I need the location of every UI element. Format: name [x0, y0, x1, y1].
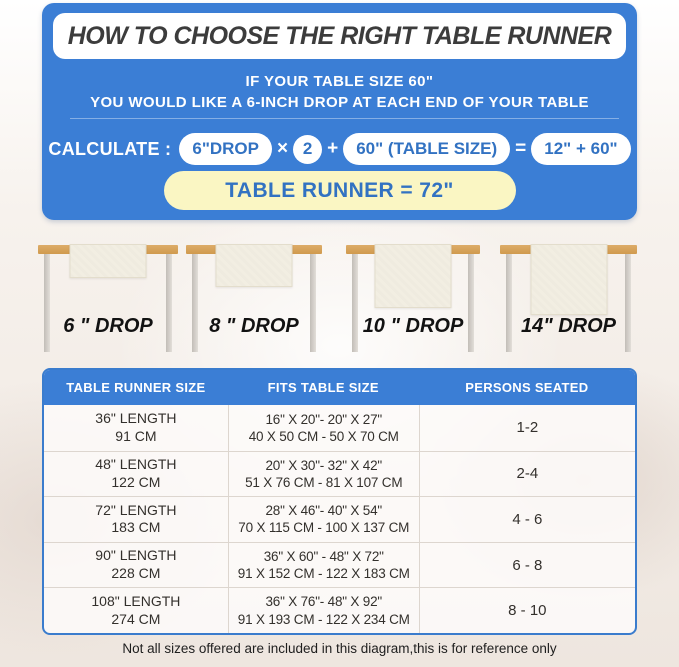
multiply-operator: ×: [277, 138, 289, 159]
fits-table-size-cell: 28" X 46"- 40" X 54" 70 X 115 CM - 100 X 137 CM: [228, 497, 419, 542]
runner-size-cell: 48" LENGTH 122 CM: [95, 455, 177, 490]
table-figure-14-drop: [500, 220, 637, 368]
runner-cloth: [530, 244, 607, 315]
table-figure-8-drop: [186, 220, 322, 368]
plus-operator: +: [327, 138, 339, 159]
column-header-fits-table-size: FITS TABLE SIZE: [267, 380, 379, 395]
runner-cloth: [70, 244, 147, 278]
drop-label: 6 " DROP: [63, 315, 153, 337]
table-row: [44, 405, 635, 451]
header-divider: [70, 118, 619, 119]
runner-cloth: [375, 244, 452, 308]
table-row: [44, 542, 635, 588]
column-header-runner-size: TABLE RUNNER SIZE: [66, 380, 206, 395]
subtitle-line1: IF YOUR TABLE SIZE 60": [245, 73, 434, 90]
table-figure-6-drop: [38, 220, 178, 368]
header-panel: [42, 3, 637, 220]
formula-result-sum: 12" + 60": [531, 133, 630, 165]
runner-size-cell: 108" LENGTH 274 CM: [91, 592, 181, 627]
page-title: HOW TO CHOOSE THE RIGHT TABLE RUNNER: [67, 21, 612, 50]
subtitle-line2: YOU WOULD LIKE A 6-INCH DROP AT EACH END OF YOUR TABLE: [90, 94, 589, 111]
calculation-formula: [42, 131, 637, 167]
table-row: [44, 451, 635, 497]
table-row: [44, 587, 635, 633]
formula-multiplier-badge: 2: [293, 135, 322, 164]
size-reference-table: [42, 368, 637, 635]
calculate-label: CALCULATE :: [48, 138, 172, 159]
equals-operator: =: [515, 138, 527, 159]
fits-table-size-cell: 20" X 30"- 32" X 42" 51 X 76 CM - 81 X 107 CM: [228, 452, 419, 497]
table-row: [44, 496, 635, 542]
formula-term-table-size: 60" (TABLE SIZE): [343, 133, 510, 165]
persons-seated-cell: 6 - 8: [419, 543, 635, 588]
table-figure-10-drop: [346, 220, 480, 368]
title-box: [53, 13, 626, 59]
size-table-header: [44, 370, 635, 405]
runner-size-cell: 36" LENGTH 91 CM: [95, 409, 177, 444]
fits-table-size-cell: 36" X 76"- 48" X 92" 91 X 193 CM - 122 X 234 CM: [228, 588, 419, 633]
runner-size-cell: 72" LENGTH 183 CM: [95, 501, 177, 536]
drop-label: 8 " DROP: [209, 315, 299, 337]
size-table-body: [44, 405, 635, 633]
runner-size-cell: 90" LENGTH 228 CM: [95, 547, 177, 582]
persons-seated-cell: 8 - 10: [419, 588, 635, 633]
drop-label: 14" DROP: [520, 315, 617, 337]
fits-table-size-cell: 16" X 20"- 20" X 27" 40 X 50 CM - 50 X 70 CM: [228, 405, 419, 451]
fits-table-size-cell: 36" X 60" - 48" X 72" 91 X 152 CM - 122 X 183 CM: [228, 543, 419, 588]
persons-seated-cell: 4 - 6: [419, 497, 635, 542]
persons-seated-cell: 1-2: [419, 405, 635, 451]
drop-illustrations: [0, 220, 679, 368]
formula-term-drop: 6"DROP: [179, 133, 272, 165]
drop-label: 10 " DROP: [362, 315, 464, 337]
column-header-persons-seated: PERSONS SEATED: [465, 380, 589, 395]
table-runner-result-badge: TABLE RUNNER = 72": [164, 171, 516, 210]
persons-seated-cell: 2-4: [419, 452, 635, 497]
disclaimer-footnote: Not all sizes offered are included in this diagram,this is for reference only: [122, 641, 557, 656]
runner-cloth: [216, 244, 293, 287]
